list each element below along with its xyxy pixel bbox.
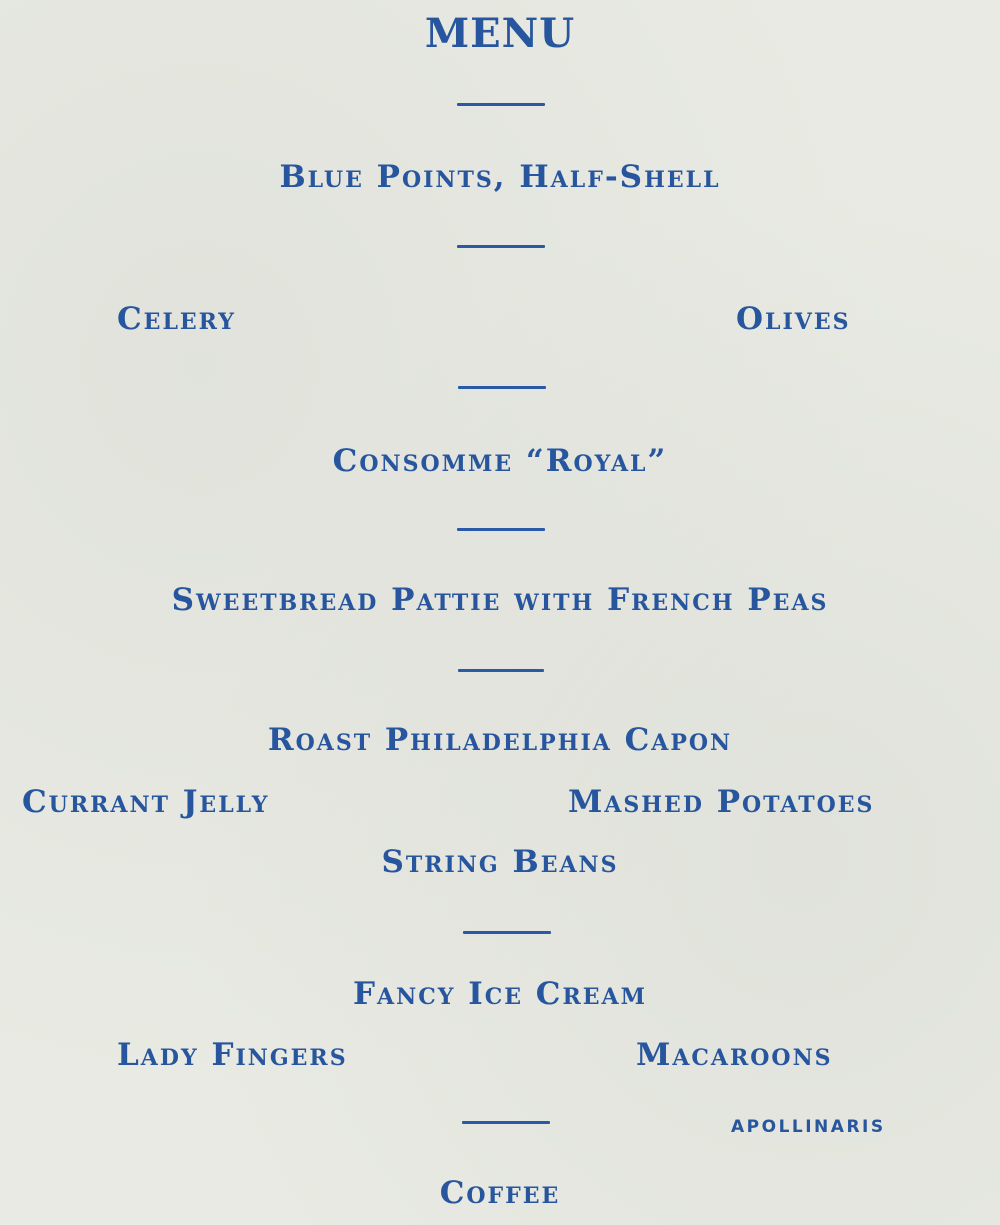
item-apollinaris: APOLLINARIS: [731, 1117, 886, 1137]
course-consomme: Consomme “Royal”: [332, 443, 668, 479]
course-ice-cream: Fancy Ice Cream: [353, 976, 647, 1012]
divider-rule: [463, 931, 551, 934]
menu-title: MENU: [424, 10, 576, 57]
item-macaroons: Macaroons: [636, 1037, 833, 1073]
item-olives: Olives: [736, 301, 851, 337]
course-oysters: Blue Points, Half-Shell: [279, 159, 721, 195]
divider-rule: [457, 528, 545, 531]
item-mashed-potatoes: Mashed Potatoes: [568, 784, 875, 820]
item-lady-fingers: Lady Fingers: [117, 1037, 348, 1073]
course-coffee: Coffee: [439, 1175, 561, 1211]
divider-rule: [462, 1121, 550, 1124]
divider-rule: [457, 103, 545, 106]
divider-rule: [458, 669, 544, 672]
item-currant-jelly: Currant Jelly: [22, 784, 270, 820]
item-string-beans: String Beans: [381, 844, 619, 880]
course-sweetbread: Sweetbread Pattie with French Peas: [171, 582, 829, 618]
divider-rule: [458, 386, 546, 389]
course-capon: Roast Philadelphia Capon: [267, 722, 733, 758]
divider-rule: [457, 245, 545, 248]
item-celery: Celery: [117, 301, 236, 337]
